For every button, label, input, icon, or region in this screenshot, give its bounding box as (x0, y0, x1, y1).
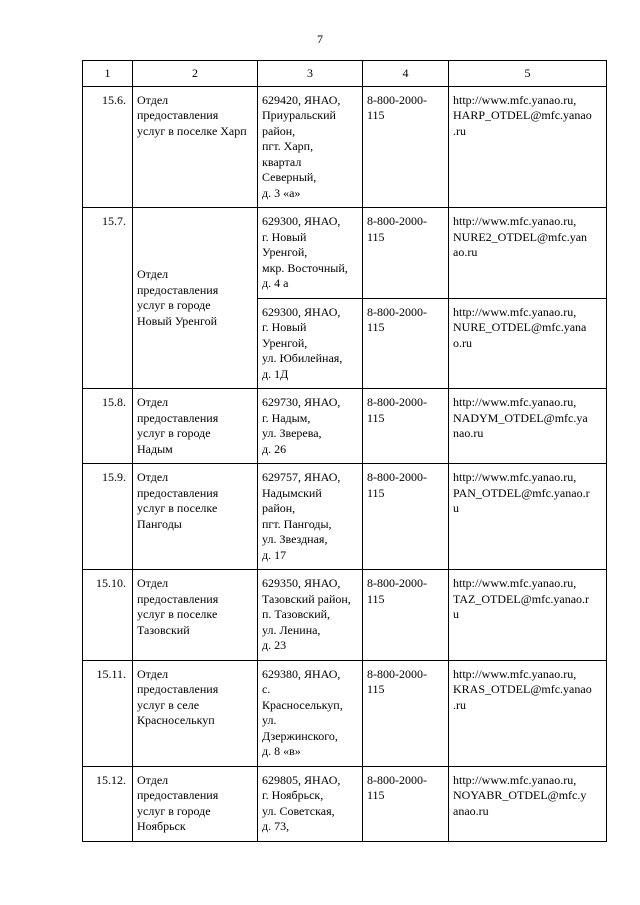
table-row (83, 208, 607, 299)
row-number: 15.9. (83, 464, 133, 570)
office-address: 629300, ЯНАО, г. Новый Уренгой, ул. Юбилейная, д. 1Д (258, 298, 363, 389)
office-address: 629420, ЯНАО, Приуральский район, пгт. Харп, квартал Северный, д. 3 «а» (258, 86, 363, 208)
office-phone: 8-800-2000- 115 (363, 208, 449, 299)
office-address: 629350, ЯНАО, Тазовский район, п. Тазовский, ул. Ленина, д. 23 (258, 570, 363, 661)
row-number: 15.11. (83, 660, 133, 766)
row-number: 15.12. (83, 766, 133, 841)
table-row (83, 464, 607, 570)
table-row (83, 570, 607, 661)
table-row (83, 766, 607, 841)
row-number: 15.8. (83, 389, 133, 464)
offices-table (82, 60, 607, 842)
office-address: 629380, ЯНАО, с. Красноселькуп, ул. Дзержинского, д. 8 «в» (258, 660, 363, 766)
column-header: 5 (449, 61, 607, 87)
table-row (83, 389, 607, 464)
column-header: 3 (258, 61, 363, 87)
page-number: 7 (317, 32, 323, 46)
office-name: Отдел предоставления услуг в поселке Харп (133, 86, 258, 208)
office-name: Отдел предоставления услуг в городе Новый Уренгой (133, 208, 258, 389)
office-phone: 8-800-2000- 115 (363, 389, 449, 464)
office-phone: 8-800-2000- 115 (363, 660, 449, 766)
office-phone: 8-800-2000- 115 (363, 464, 449, 570)
table-header-row (83, 61, 607, 87)
office-address: 629757, ЯНАО, Надымский район, пгт. Пангоды, ул. Звездная, д. 17 (258, 464, 363, 570)
office-contact: http://www.mfc.yanao.ru, TAZ_OTDEL@mfc.yanao.r u (449, 570, 607, 661)
column-header: 1 (83, 61, 133, 87)
office-address: 629805, ЯНАО, г. Ноябрьск, ул. Советская, д. 73, (258, 766, 363, 841)
table-row (83, 660, 607, 766)
office-phone: 8-800-2000- 115 (363, 86, 449, 208)
office-contact: http://www.mfc.yanao.ru, NOYABR_OTDEL@mfc.y anao.ru (449, 766, 607, 841)
office-phone: 8-800-2000- 115 (363, 570, 449, 661)
row-number: 15.7. (83, 208, 133, 389)
office-phone: 8-800-2000- 115 (363, 298, 449, 389)
office-contact: http://www.mfc.yanao.ru, NURE2_OTDEL@mfc.yan ao.ru (449, 208, 607, 299)
office-address: 629730, ЯНАО, г. Надым, ул. Зверева, д. 26 (258, 389, 363, 464)
table-row (83, 86, 607, 208)
office-contact: http://www.mfc.yanao.ru, HARP_OTDEL@mfc.yanao .ru (449, 86, 607, 208)
row-number: 15.6. (83, 86, 133, 208)
office-contact: http://www.mfc.yanao.ru, NURE_OTDEL@mfc.yana o.ru (449, 298, 607, 389)
office-phone: 8-800-2000- 115 (363, 766, 449, 841)
office-name: Отдел предоставления услуг в поселке Тазовский (133, 570, 258, 661)
office-contact: http://www.mfc.yanao.ru, PAN_OTDEL@mfc.yanao.r u (449, 464, 607, 570)
column-header: 2 (133, 61, 258, 87)
office-address: 629300, ЯНАО, г. Новый Уренгой, мкр. Восточный, д. 4 а (258, 208, 363, 299)
row-number: 15.10. (83, 570, 133, 661)
office-name: Отдел предоставления услуг в поселке Пангоды (133, 464, 258, 570)
office-name: Отдел предоставления услуг в городе Ноябрьск (133, 766, 258, 841)
office-contact: http://www.mfc.yanao.ru, NADYM_OTDEL@mfc.ya nao.ru (449, 389, 607, 464)
office-name: Отдел предоставления услуг в городе Надым (133, 389, 258, 464)
office-contact: http://www.mfc.yanao.ru, KRAS_OTDEL@mfc.yanao .ru (449, 660, 607, 766)
column-header: 4 (363, 61, 449, 87)
office-name: Отдел предоставления услуг в селе Красноселькуп (133, 660, 258, 766)
